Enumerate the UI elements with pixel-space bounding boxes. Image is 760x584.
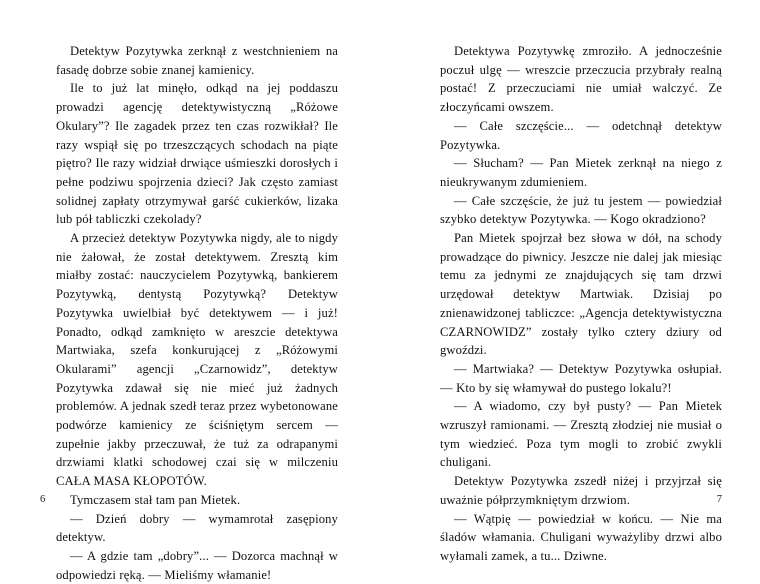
- paragraph: Ile to już lat minęło, odkąd na jej poddaszu prowadzi agencję detektywistyczną „Różowe Okulary”? Ile zagadek przez ten czas rozwikłał? Ile razy wspiął się po trzeszczących schodach na piąte piętro? Ile razy widział drwiące uśmieszki dorosłych i pełne podziwu spojrzenia dzieci? Jak często zamiast solidnej zapłaty otrzymywał garść cukierków, lizaka lub pół tabliczki czekolady?: [56, 81, 338, 227]
- paragraph: A przecież detektyw Pozytywka nigdy, ale to nigdy nie żałował, że został detektywem. Zresztą kim miałby zostać: nauczycielem Pozytywką, bankierem Pozytywką, dentystą Pozytywką? Detektyw Pozytywka uwielbiał być detektywem — i już! Ponadto, odkąd zamknięto w areszcie detektywa Martwiaka, szefa konkurującej z „Różowymi Okularami” agencji „Czarnowidz”, detektyw Pozytywka zdawał się nie mieć już żadnych problemów. A jednak szedł teraz przez wybetonowane podwórze kamienicy ze ściśniętym sercem — zupełnie jakby przeczuwał, że tuż za odrapanymi drzwiami klatki schodowej czai się w milczeniu CAŁA MASA KŁOPOTÓW.: [56, 231, 338, 489]
- dialogue-line: — Słucham? — Pan Mietek zerknął na niego z nieukrywanym zdumieniem.: [440, 156, 722, 189]
- paragraph: Tymczasem stał tam pan Mietek.: [70, 492, 241, 507]
- left-text-column: [56, 42, 338, 584]
- dialogue-line: — Martwiaka? — Detektyw Pozytywka osłupiał. — Kto by się włamywał do pustego lokalu?!: [440, 361, 722, 395]
- page-number-right: 7: [716, 493, 722, 505]
- dialogue-line: — Całe szczęście, że już tu jestem — powiedział szybko detektyw Pozytywka. — Kogo okradziono?: [440, 193, 722, 227]
- page-number-left: 6: [40, 493, 46, 505]
- dialogue-line: — Całe szczęście... — odetchnął detektyw Pozytywka.: [440, 118, 722, 152]
- paragraph: Detektyw Pozytywka zszedł niżej i przyjrzał się uważnie półprzymkniętym drzwiom.: [440, 474, 722, 507]
- right-text-column: [440, 42, 722, 566]
- paragraph: Detektyw Pozytywka zerknął z westchnieniem na fasadę dobrze sobie znanej kamienicy.: [56, 44, 338, 77]
- paragraph: Pan Mietek spojrzał bez słowa w dół, na schody prowadzące do piwnicy. Jeszcze nie dalej jak miesiąc temu za jednymi ze znajdujących się tam drzwi urzędował detektyw Martwiak. Dzisiaj po znienawidzonej tabliczce: „Agencja detektywistyczna CZARNOWIDZ” zostały tylko cztery dziury od gwoździ.: [440, 231, 722, 358]
- page-right: [380, 0, 760, 563]
- page-left: [0, 0, 380, 582]
- dialogue-line: — A gdzie tam „dobry”... — Dozorca machnął w odpowiedzi ręką. — Mieliśmy włamanie!: [56, 548, 338, 582]
- dialogue-line: — A wiadomo, czy był pusty? — Pan Mietek wzruszył ramionami. — Zresztą złodziej nie musiał o tym wiedzieć. Poza tym mogli to zrobić zwykli chuligani.: [440, 399, 722, 470]
- dialogue-line: — Wątpię — powiedział w końcu. — Nie ma śladów włamania. Chuligani wyważyliby drzwi albo wyłamali zamek, a tu... Dziwne.: [440, 511, 722, 563]
- dialogue-line: — Dzień dobry — wymamrotał zasępiony detektyw.: [56, 511, 338, 545]
- paragraph: Detektywa Pozytywkę zmroziło. A jednocześnie poczuł ulgę — wreszcie przeczucia przybrały realną postać! Z przeczuciami nie umiał walczyć. Ze złoczyńcami owszem.: [440, 44, 722, 115]
